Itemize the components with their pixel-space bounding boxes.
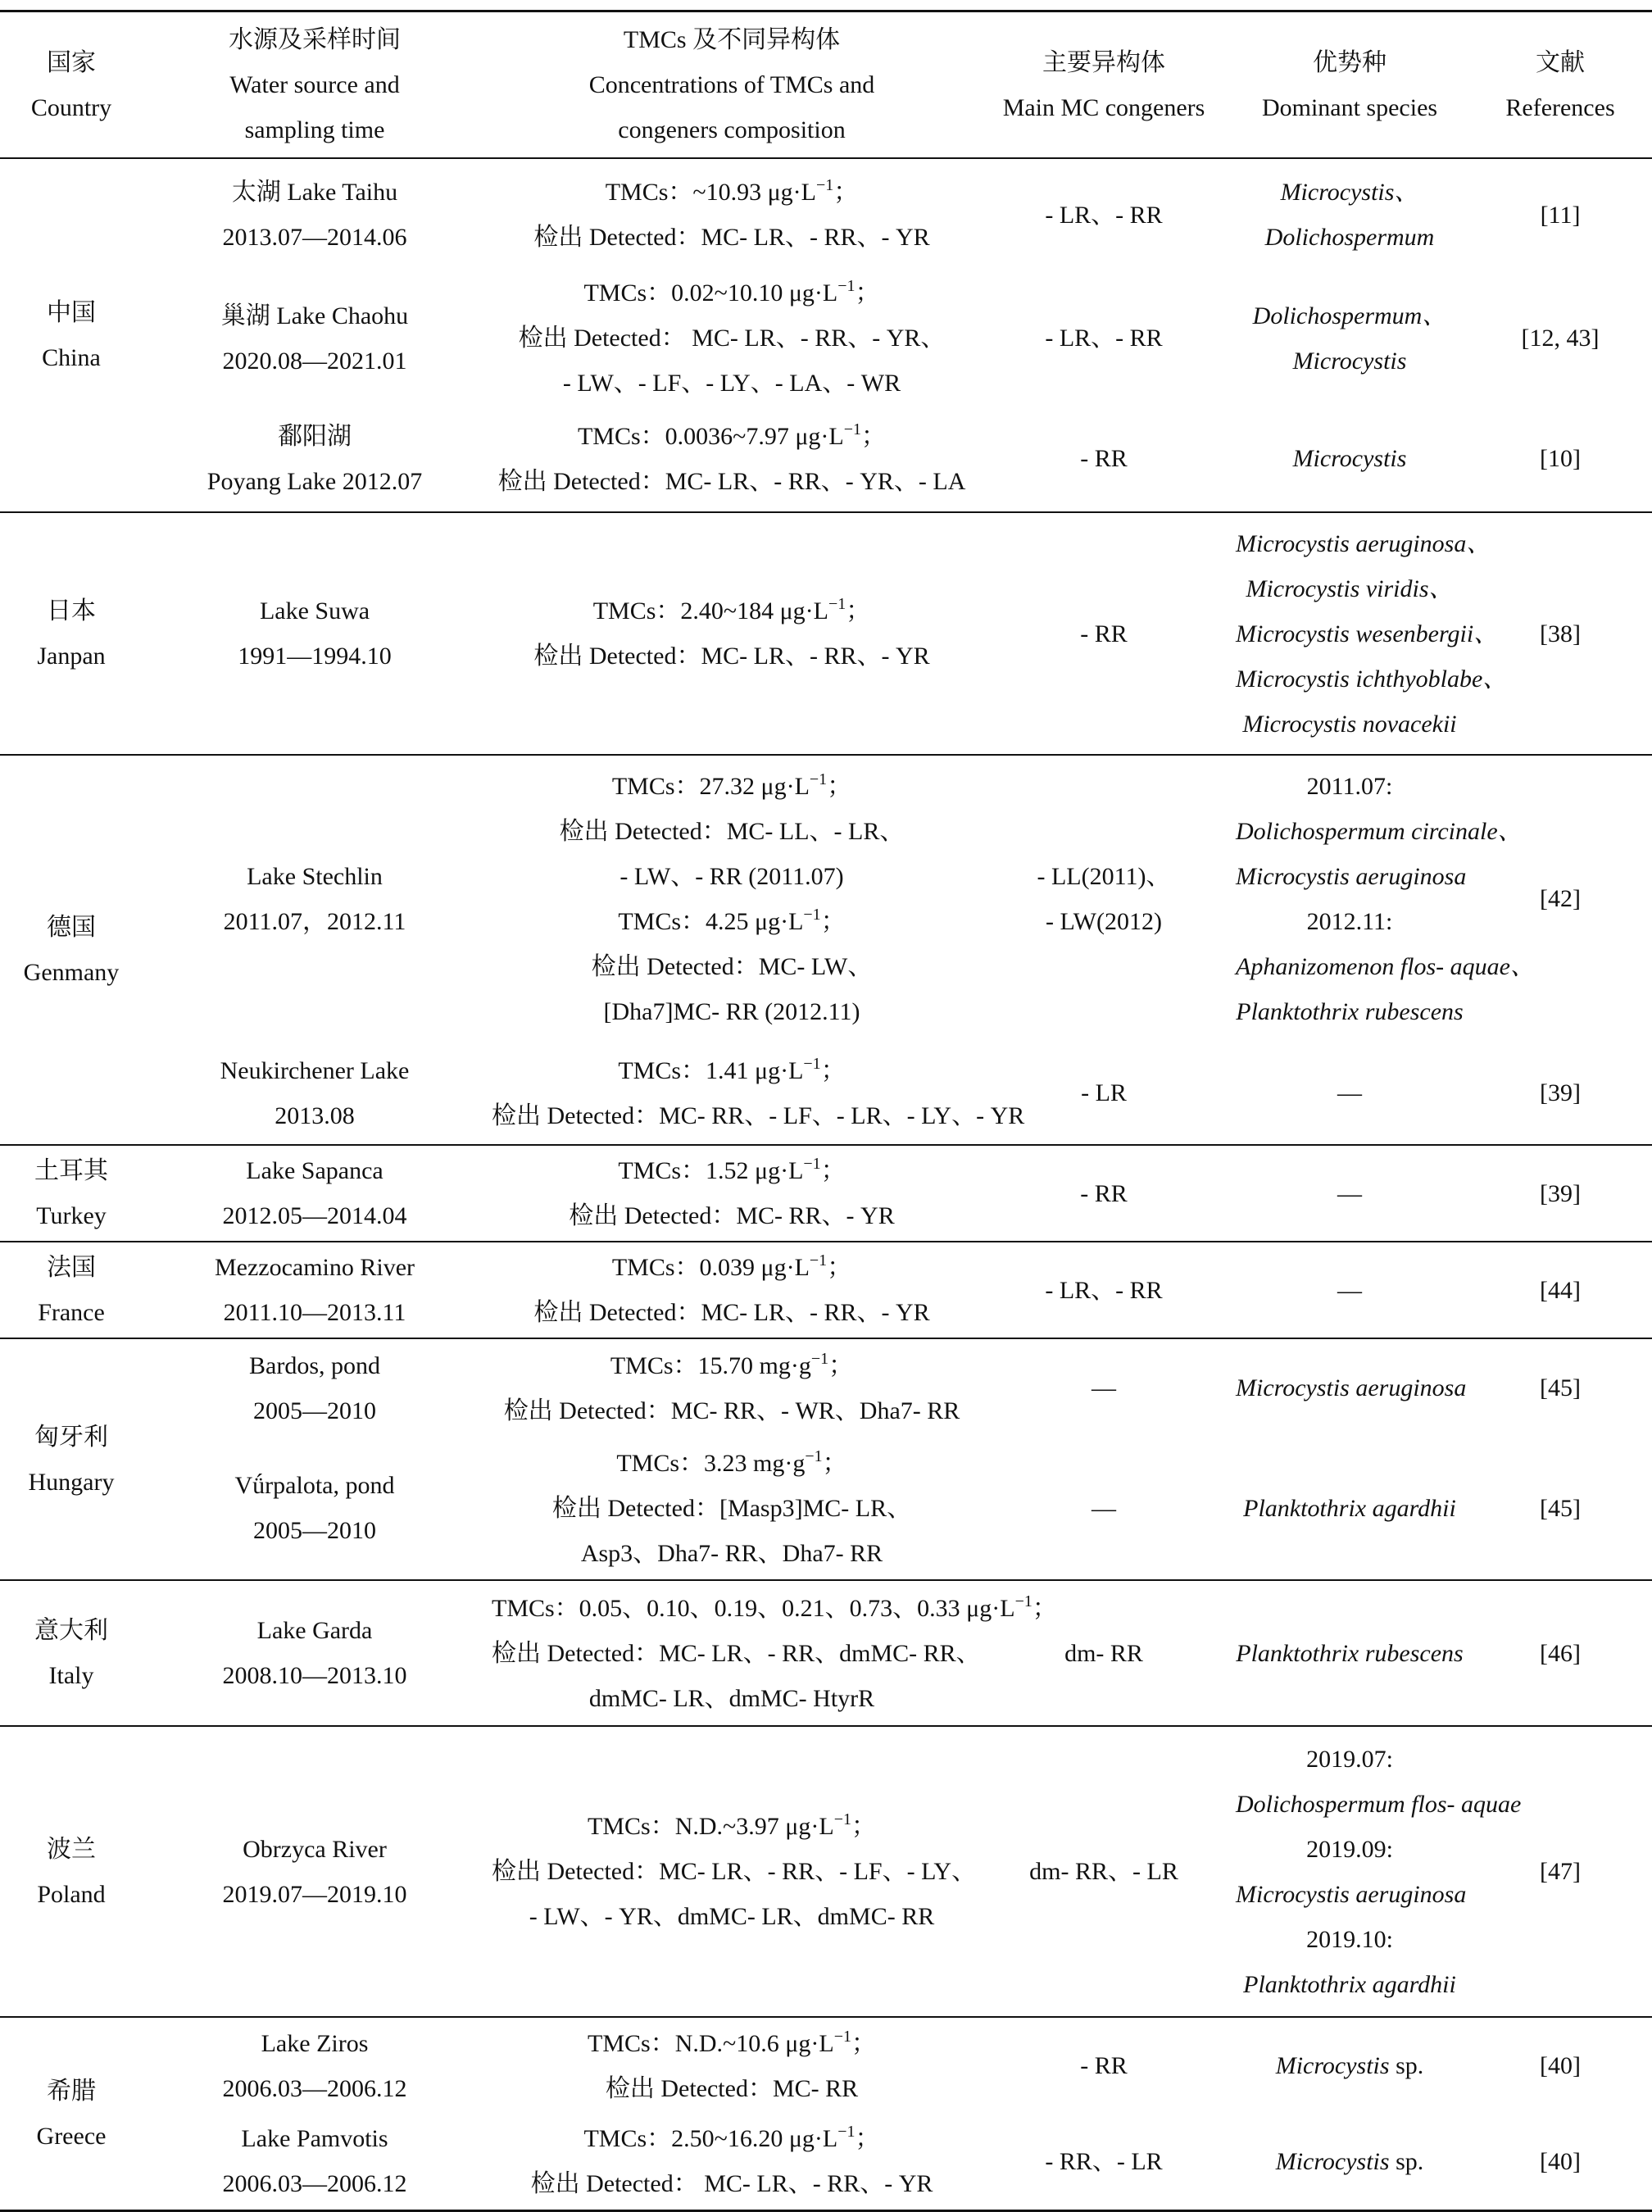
country-cell: 匈牙利 Hungary	[28, 1423, 115, 1496]
country-cell: 中国 China	[42, 299, 101, 371]
dominant-species-cell: —	[1337, 1179, 1362, 1207]
source-cell: Lake Suwa 1991—1994.10	[238, 597, 392, 670]
source-cell: Lake Garda 2008.10—2013.10	[222, 1617, 407, 1689]
dominant-species-cell: —	[1337, 1079, 1362, 1106]
country-cell: 日本 Janpan	[37, 597, 106, 670]
tmc-cell: TMCs：27.32 $\mu g\cdot L^{-1}$； 检出 Detected：MC- LL、- LR、 - LW、- RR (2011.07) TMCs：4.25 $\mu g\cdot L^{-1}$； 检出 Detected：MC- LW、 [Dha7]MC- RR (2012.11)	[559, 770, 905, 1025]
tmc-cell: TMCs：2.50~16.20 $\mu g\cdot L^{-1}$； 检出 Detected： MC- LR、- RR、- YR	[530, 2123, 933, 2198]
dominant-species-cell: Planktothrix agardhii	[1243, 1494, 1456, 1522]
main-congeners-cell: - LR	[1081, 1079, 1127, 1106]
source-cell: 鄱阳湖 Poyang Lake 2012.07	[206, 422, 423, 495]
country-cell: 波兰 Poland	[37, 1835, 106, 1908]
main-congeners-cell: - RR、- LR	[1045, 2147, 1163, 2175]
table-row	[0, 406, 1652, 512]
country-cell: 法国 France	[38, 1254, 105, 1326]
table-header-row	[0, 11, 1652, 159]
reference-cell: [11]	[1540, 201, 1581, 229]
dominant-species-cell: 2011.07: Dolichospermum circinale、 Microcystis aeruginosa 2012.11: Aphanizomenon flos- aquae、 Planktothrix rubescens	[1236, 772, 1535, 1025]
reference-cell: [42]	[1540, 885, 1581, 912]
dominant-species-cell: Microcystis	[1292, 445, 1407, 472]
reference-cell: [45]	[1540, 1374, 1581, 1401]
main-congeners-cell: —	[1092, 1374, 1116, 1401]
main-congeners-cell: - LR、- RR	[1045, 201, 1163, 229]
table-row	[0, 755, 1652, 1042]
source-cell: Lake Sapanca 2012.05—2014.04	[222, 1157, 407, 1229]
dominant-species-cell: Microcystis sp.	[1275, 2052, 1424, 2079]
dominant-species-cell: Dolichospermum、 Microcystis	[1252, 302, 1447, 375]
table-row	[0, 1145, 1652, 1242]
table-row	[0, 1437, 1652, 1580]
header-tmc: TMCs 及不同异构体 Concentrations of TMCs and congeners composition	[588, 26, 875, 143]
tmc-cell: TMCs：1.52 $\mu g\cdot L^{-1}$； 检出 Detected：MC- RR、- YR	[569, 1155, 895, 1229]
table-row	[0, 1726, 1652, 2017]
table-row	[0, 270, 1652, 406]
header-country: 国家 Country	[30, 48, 112, 121]
tmc-cell: TMCs：0.039 $\mu g\cdot L^{-1}$； 检出 Detected：MC- LR、- RR、- YR	[533, 1251, 930, 1326]
country-cell: 德国 Genmany	[23, 914, 120, 986]
source-cell: Obrzyca River 2019.07—2019.10	[222, 1835, 407, 1908]
reference-cell: [47]	[1540, 1858, 1581, 1885]
table-row	[0, 1042, 1652, 1145]
main-congeners-cell: - RR	[1080, 1179, 1128, 1207]
source-cell: Vǘrpalota, pond 2005—2010	[234, 1472, 395, 1544]
tmc-cell: TMCs：0.0036~7.97 $\mu g\cdot L^{-1}$； 检出 Detected：MC- LR、- RR、- YR、- LA	[497, 420, 966, 495]
tmc-cell: TMCs：~10.93 $\mu g\cdot L^{-1}$； 检出 Detected：MC- LR、- RR、- YR	[533, 176, 930, 251]
main-congeners-cell: - LR、- RR	[1045, 1276, 1163, 1304]
tmc-cell: TMCs：N.D.~3.97 $\mu g\cdot L^{-1}$； 检出 Detected：MC- LR、- RR、- LF、- LY、 - LW、- YR、dmMC- LR、dmMC- RR	[492, 1810, 977, 1930]
reference-cell: [38]	[1540, 620, 1581, 647]
main-congeners-cell: dm- RR	[1064, 1639, 1143, 1667]
source-cell: Lake Ziros 2006.03—2006.12	[222, 2029, 407, 2102]
table-row	[0, 158, 1652, 270]
reference-cell: [39]	[1540, 1179, 1581, 1207]
table-row	[0, 1242, 1652, 1338]
header-dominant-species: 优势种 Dominant species	[1261, 48, 1438, 121]
table-row	[0, 2017, 1652, 2114]
tmc-cell: TMCs：3.23 $mg\cdot g^{-1}$； 检出 Detected：[Masp3]MC- LR、 Asp3、Dha7- RR、Dha7- RR	[551, 1447, 912, 1567]
main-congeners-cell: - RR	[1080, 2052, 1128, 2079]
dominant-species-cell: —	[1337, 1276, 1362, 1304]
tmc-cell: TMCs：15.70 $mg\cdot g^{-1}$； 检出 Detected：MC- RR、- WR、Dha7- RR	[503, 1349, 960, 1424]
dominant-species-cell: Planktothrix rubescens	[1236, 1639, 1464, 1667]
source-cell: Mezzocamino River 2011.10—2013.11	[214, 1254, 415, 1326]
source-cell: 巢湖 Lake Chaohu 2020.08—2021.01	[220, 302, 409, 375]
header-main-congeners: 主要异构体 Main MC congeners	[1002, 48, 1205, 121]
source-cell: 太湖 Lake Taihu 2013.07—2014.06	[222, 179, 407, 251]
main-congeners-cell: - LL(2011)、 - LW(2012)	[1037, 862, 1171, 935]
tmc-cell: TMCs：2.40~184 $\mu g\cdot L^{-1}$； 检出 Detected：MC- LR、- RR、- YR	[533, 595, 930, 670]
table-row	[0, 2114, 1652, 2210]
dominant-species-cell: Microcystis、 Dolichospermum	[1264, 179, 1435, 251]
tmc-cell: TMCs：1.41 $\mu g\cdot L^{-1}$； 检出 Detected：MC- RR、- LF、- LR、- LY、- YR	[492, 1054, 1025, 1129]
source-cell: Bardos, pond 2005—2010	[249, 1351, 380, 1424]
main-congeners-cell: - LR、- RR	[1045, 325, 1163, 352]
reference-cell: [40]	[1540, 2147, 1581, 2175]
dominant-species-cell: Microcystis aeruginosa、 Microcystis viridis、 Microcystis wesenbergii、 Microcystis ichthyoblabe、 Microcystis novacekii	[1236, 529, 1508, 738]
table-row	[0, 512, 1652, 755]
country-cell: 意大利 Italy	[34, 1617, 108, 1689]
table-row	[0, 1580, 1652, 1726]
reference-cell: [44]	[1540, 1276, 1581, 1304]
dominant-species-cell: Microcystis aeruginosa	[1236, 1374, 1467, 1401]
dominant-species-cell: 2019.07: Dolichospermum flos- aquae 2019.09: Microcystis aeruginosa 2019.10: Planktothrix agardhii	[1236, 1745, 1522, 1998]
reference-cell: [40]	[1540, 2052, 1581, 2079]
reference-cell: [12, 43]	[1521, 325, 1600, 352]
reference-cell: [45]	[1540, 1494, 1581, 1522]
header-references: 文献 References	[1505, 48, 1615, 121]
microcystin-table	[0, 10, 1652, 2212]
source-cell: Neukirchener Lake 2013.08	[220, 1056, 410, 1129]
tmc-cell: TMCs：N.D.~10.6 $\mu g\cdot L^{-1}$； 检出 Detected：MC- RR	[588, 2027, 876, 2102]
country-cell: 希腊 Greece	[36, 2077, 107, 2150]
main-congeners-cell: - RR	[1080, 620, 1128, 647]
header-source: 水源及采样时间 Water source and sampling time	[229, 26, 401, 143]
tmc-cell: TMCs：0.02~10.10 $\mu g\cdot L^{-1}$； 检出 Detected： MC- LR、- RR、- YR、 - LW、- LF、- LY、- LA、- WR	[518, 277, 946, 397]
reference-cell: [39]	[1540, 1079, 1581, 1106]
dominant-species-cell: Microcystis sp.	[1275, 2147, 1424, 2175]
reference-cell: [10]	[1540, 445, 1581, 472]
table-row	[0, 1338, 1652, 1437]
main-congeners-cell: —	[1092, 1494, 1116, 1522]
source-cell: Lake Stechlin 2011.07，2012.11	[223, 862, 406, 935]
main-congeners-cell: dm- RR、- LR	[1029, 1858, 1178, 1885]
main-congeners-cell: - RR	[1080, 445, 1128, 472]
reference-cell: [46]	[1540, 1639, 1581, 1667]
source-cell: Lake Pamvotis 2006.03—2006.12	[222, 2125, 407, 2198]
tmc-cell: TMCs：0.05、0.10、0.19、0.21、0.73、0.33 $\mu g\cdot L^{-1}$； 检出 Detected：MC- LR、- RR、dmMC- RR、 dmMC- LR、dmMC- HtyrR	[492, 1592, 1057, 1712]
country-cell: 土耳其 Turkey	[34, 1157, 108, 1229]
